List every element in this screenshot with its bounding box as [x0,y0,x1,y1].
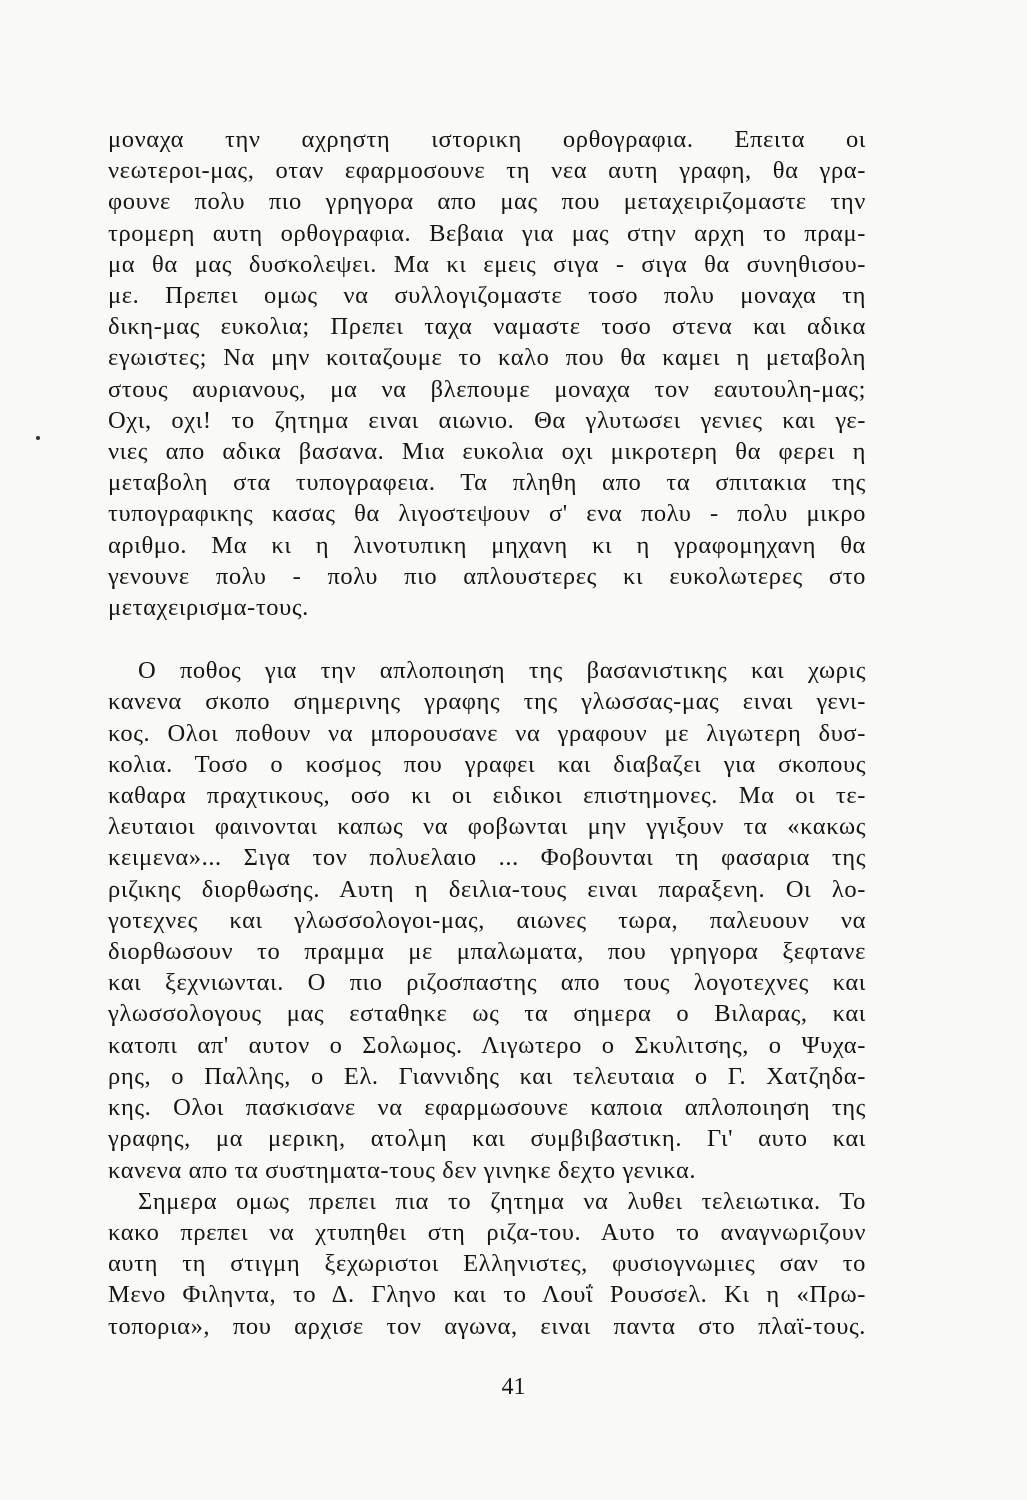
text-line: δικη-μας ευκολια; Πρεπει ταχα ναμαστε τοσο στενα και αδικα [108,313,866,341]
text-line: Σημερα ομως πρεπει πια το ζητημα να λυθει τελειωτικα. Το [138,1187,866,1215]
text-line: με. Πρεπει ομως να συλλογιζομαστε τοσο πολυ μοναχα τη [108,282,866,310]
text-line: κανενα απο τα συστηματα-τους δεν γινηκε δεχτο γενικα. [108,1156,697,1184]
text-line: φουνε πολυ πιο γρηγορα απο μας που μεταχειριζομαστε την [108,188,866,216]
page-number: 41 [501,1374,526,1400]
text-line: γραφης, μα μερικη, ατολμη και συμβιβαστικη. Γι' αυτο και [108,1125,866,1153]
text-line: κος. Ολοι ποθουν να μπορουσανε να γραφουν με λιγωτερη δυσ- [108,719,866,747]
text-line: μοναχα την αχρηστη ιστορικη ορθογραφια. Επειτα οι [108,126,866,153]
text-line: κανενα σκοπο σημερινης γραφης της γλωσσας-μας ειναι γενι- [108,688,866,716]
text-line: μα θα μας δυσκολεψει. Μα κι εμεις σιγα - σιγα θα συνηθισου- [108,250,866,278]
text-line: τοπορια», που αρχισε τον αγωνα, ειναι παντα στο πλαϊ-τους. [108,1312,866,1340]
text-line: τυπογραφικης κασας θα λιγοστεψουν σ' ενα πολυ - πολυ μικρο [108,500,866,528]
text-line: ριζικης διορθωσης. Αυτη η δειλια-τους ειναι παραξενη. Οι λο- [108,875,866,903]
text-line: γενουνε πολυ - πολυ πιο απλουστερες κι ευκολωτερες στο [108,562,866,590]
text-line: τρομερη αυτη ορθογραφια. Βεβαια για μας στην αρχη το πραμ- [108,219,866,247]
text-line: αυτη τη στιγμη ξεχωριστοι Ελληνιστες, φυσιογνωμιες σαν το [108,1250,866,1278]
paragraph [108,1186,866,1342]
text-line: Ο ποθος για την απλοποιηση της βασανιστικης και χωρις [138,657,866,685]
text-line: αριθμο. Μα κι η λινοτυπικη μηχανη κι η γραφομηχανη θα [108,531,866,559]
text-line: καθαρα πραχτικους, οσο κι οι ειδικοι επιστημονες. Μα οι τε- [108,782,866,810]
text-line: και ξεχνιωνται. Ο πιο ριζοσπαστης απο τους λογοτεχνες και [108,969,866,997]
text-line: στους αυριανους, μα να βλεπουμε μοναχα τον εαυτουλη-μας; [108,375,866,403]
text-line: μεταβολη στα τυπογραφεια. Τα πληθη απο τα σπιτακια της [108,469,866,497]
paragraph [108,124,866,623]
text-line: εγωιστες; Να μην κοιταζουμε το καλο που θα καμει η μεταβολη [108,344,866,372]
text-line: κης. Ολοι πασκισανε να εφαρμωσουνε καποια απλοποιηση της [108,1094,866,1122]
text-line: λευταιοι φαινονται καπως να φοβωνται μην γγιξουν τα «κακως [108,813,866,841]
text-line: νιες απο αδικα βασανα. Μια ευκολια οχι μικροτερη θα φερει η [108,438,866,466]
stray-ink-mark [36,436,40,440]
text-line: γλωσσολογους μας εσταθηκε ως τα σημερα ο Βιλαρας, και [108,1000,866,1028]
text-line: μεταχειρισμα-τους. [108,594,309,622]
text-line: κακο πρεπει να χτυπηθει στη ριζα-του. Αυτο το αναγνωριζουν [108,1218,866,1246]
text-line: ρης, ο Παλλης, ο Ελ. Γιαννιδης και τελευταια ο Γ. Χατζηδα- [108,1062,866,1090]
text-line: Μενο Φιληντα, το Δ. Γληνο και το Λουΐ Ρουσσελ. Κι η «Πρω- [108,1281,866,1309]
text-line: κατοπι απ' αυτον ο Σολωμος. Λιγωτερο ο Σκυλιτσης, ο Ψυχα- [108,1031,866,1059]
paragraph-gap [108,623,866,655]
text-line: διορθωσουν το πραμμα με μπαλωματα, που γρηγορα ξεφτανε [108,938,866,966]
paragraph [108,655,866,1185]
text-line: κειμενα»... Σιγα τον πολυελαιο ... Φοβουνται τη φασαρια της [108,844,866,872]
text-line: κολια. Τοσο ο κοσμος που γραφει και διαβαζει για σκοπους [108,750,866,778]
text-line: Οχι, οχι! το ζητημα ειναι αιωνιο. Θα γλυτωσει γενιες και γε- [108,406,866,434]
text-line: νεωτεροι-μας, οταν εφαρμοσουνε τη νεα αυτη γραφη, θα γρα- [108,157,866,185]
text-line: γοτεχνες και γλωσσολογοι-μας, αιωνες τωρα, παλευουν να [108,906,866,934]
body-text [108,124,866,1342]
